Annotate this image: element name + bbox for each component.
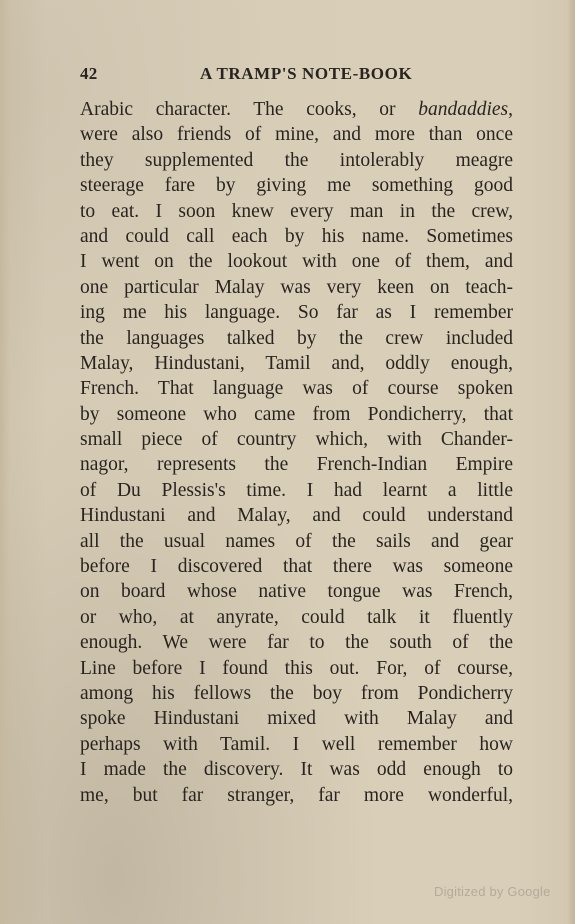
text-segment: perhaps with Tamil. I well remember how <box>80 733 513 755</box>
text-segment: by someone who came from Pondicherry, that <box>80 403 513 425</box>
text-line <box>80 326 513 351</box>
text-line <box>80 452 513 477</box>
text-line <box>80 427 513 452</box>
text-line <box>80 783 513 808</box>
text-line <box>80 275 513 300</box>
text-segment: I went on the lookout with one of them, and <box>80 251 513 273</box>
body-text <box>80 97 513 808</box>
text-segment: Malay, Hindustani, Tamil and, oddly enough, <box>80 352 513 374</box>
text-line <box>80 148 513 173</box>
text-line <box>80 351 513 376</box>
text-segment: I made the discovery. It was odd enough to <box>80 759 513 781</box>
text-line <box>80 554 513 579</box>
text-segment: were also friends of mine, and more than once <box>80 124 513 146</box>
text-line <box>80 681 513 706</box>
text-segment: , <box>508 99 513 120</box>
text-segment: ing me his language. So far as I remember <box>80 302 513 324</box>
text-segment: French. That language was of course spoken <box>80 378 513 400</box>
text-line <box>80 579 513 604</box>
text-segment: or who, at anyrate, could talk it fluently <box>80 606 513 628</box>
text-line <box>80 173 513 198</box>
page-edge-right <box>567 0 575 924</box>
text-line <box>80 376 513 401</box>
italic-word: bandaddies <box>418 99 509 120</box>
text-line <box>80 732 513 757</box>
text-segment: to eat. I soon knew every man in the crew, <box>80 200 513 222</box>
digitized-by-google-watermark: Digitized by Google <box>434 884 551 899</box>
text-line <box>80 224 513 249</box>
text-line <box>80 630 513 655</box>
text-segment: me, but far stranger, far more wonderful, <box>80 784 513 806</box>
text-segment: Hindustani and Malay, and could understand <box>80 505 513 527</box>
text-line <box>80 605 513 630</box>
text-segment: spoke Hindustani mixed with Malay and <box>80 708 513 730</box>
text-segment: and could call each by his name. Sometimes <box>80 225 513 247</box>
page-number: 42 <box>80 64 98 83</box>
text-segment: enough. We were far to the south of the <box>80 632 513 654</box>
text-segment: before I discovered that there was someone <box>80 556 513 578</box>
text-line <box>80 503 513 528</box>
page-edge-left <box>0 0 10 924</box>
text-line <box>80 300 513 325</box>
text-segment: they supplemented the intolerably meagre <box>80 149 513 171</box>
running-title: A TRAMP'S NOTE-BOOK <box>200 64 413 83</box>
text-line <box>80 402 513 427</box>
text-segment: the languages talked by the crew included <box>80 327 513 349</box>
text-segment: among his fellows the boy from Pondicherry <box>80 682 513 704</box>
text-segment: small piece of country which, with Chander- <box>80 429 513 451</box>
text-segment: all the usual names of the sails and gear <box>80 530 513 552</box>
text-line <box>80 249 513 274</box>
text-line <box>80 97 513 122</box>
text-line <box>80 706 513 731</box>
text-segment: one particular Malay was very keen on teach- <box>80 276 513 298</box>
text-line <box>80 478 513 503</box>
text-line <box>80 529 513 554</box>
text-line <box>80 122 513 147</box>
text-line <box>80 656 513 681</box>
text-line <box>80 757 513 782</box>
text-segment: on board whose native tongue was French, <box>80 581 513 603</box>
text-segment: of Du Plessis's time. I had learnt a little <box>80 479 513 501</box>
page-header <box>80 64 512 88</box>
text-segment: steerage fare by giving me something good <box>80 175 513 197</box>
text-segment: nagor, represents the French-Indian Empire <box>80 454 513 476</box>
text-line <box>80 199 513 224</box>
text-segment: Arabic character. The cooks, or <box>80 99 419 120</box>
text-segment: Line before I found this out. For, of course, <box>80 657 513 679</box>
